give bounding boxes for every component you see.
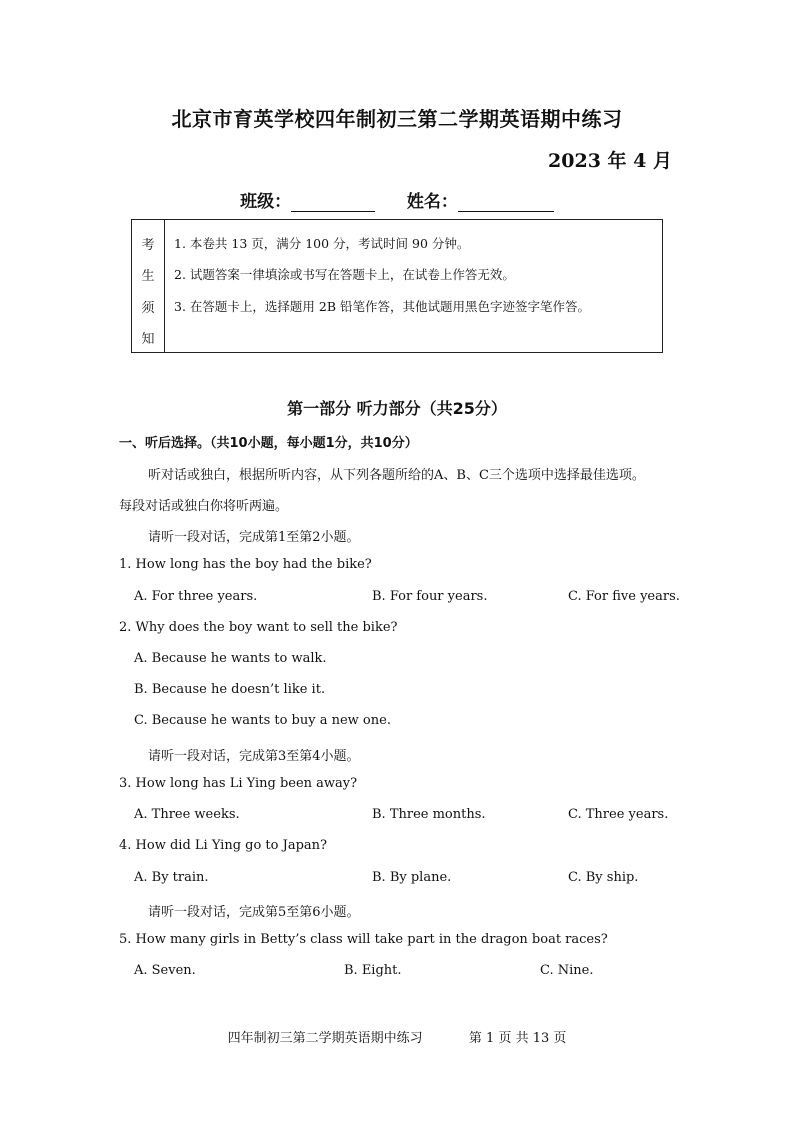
notice-side-label xyxy=(132,220,165,352)
instruction-text: 每段对话或独白你将听两遍。 xyxy=(119,499,289,514)
exam-date: 2023 年 4 月 xyxy=(548,150,672,172)
option-a: A. Because he wants to walk. xyxy=(134,651,327,666)
class-blank[interactable] xyxy=(291,191,375,212)
question-3: 3. How long has Li Ying been away? xyxy=(119,776,358,791)
notice-char: 考 xyxy=(141,238,155,253)
footer-exam-name: 四年制初三第二学期英语期中练习 xyxy=(227,1031,423,1046)
instruction-text: 听对话或独白，根据所听内容，从下列各题所给的A、B、C三个选项中选择最佳选项。 xyxy=(148,468,645,483)
notice-char: 生 xyxy=(141,269,155,284)
page-footer xyxy=(0,1027,794,1046)
section-subtitle: 一、听后选择。（共10小题，每小题1分，共10分） xyxy=(119,436,418,451)
option-b: B. Because he doesn’t like it. xyxy=(134,682,326,697)
option-c: C. By ship. xyxy=(568,870,639,885)
option-a: A. Seven. xyxy=(134,963,196,978)
question-2: 2. Why does the boy want to sell the bike? xyxy=(119,620,398,635)
class-label: 班级： xyxy=(240,192,292,212)
notice-char: 知 xyxy=(141,332,155,347)
option-b: B. By plane. xyxy=(372,870,452,885)
question-4: 4. How did Li Ying go to Japan? xyxy=(119,838,327,853)
student-info-row xyxy=(0,187,794,212)
dialog-instruction: 请听一段对话，完成第3至第4小题。 xyxy=(148,749,360,764)
exam-notice-box xyxy=(131,219,663,353)
option-a: A. Three weeks. xyxy=(134,807,240,822)
option-a: A. For three years. xyxy=(134,589,258,604)
notice-item: 2. 试题答案一律填涂或书写在答题卡上，在试卷上作答无效。 xyxy=(174,267,515,282)
section-title: 第一部分 听力部分（共25分） xyxy=(287,399,507,418)
notice-item: 1. 本卷共 13 页，满分 100 分，考试时间 90 分钟。 xyxy=(174,236,470,251)
option-c: C. For five years. xyxy=(568,589,680,604)
option-b: B. Eight. xyxy=(344,963,402,978)
option-c: C. Because he wants to buy a new one. xyxy=(134,713,391,728)
option-c: C. Nine. xyxy=(540,963,594,978)
question-1: 1. How long has the boy had the bike? xyxy=(119,557,372,572)
dialog-instruction: 请听一段对话，完成第5至第6小题。 xyxy=(148,905,360,920)
notice-item: 3. 在答题卡上，选择题用 2B 铅笔作答，其他试题用黑色字迹签字笔作答。 xyxy=(174,299,590,314)
option-b: B. Three months. xyxy=(372,807,486,822)
page-title: 北京市育英学校四年制初三第二学期英语期中练习 xyxy=(171,107,623,131)
option-a: A. By train. xyxy=(134,870,209,885)
question-5: 5. How many girls in Betty’s class will take part in the dragon boat races? xyxy=(119,932,608,947)
option-b: B. For four years. xyxy=(372,589,488,604)
footer-page-number: 第 1 页 共 13 页 xyxy=(468,1031,567,1046)
notice-char: 须 xyxy=(141,301,155,316)
dialog-instruction: 请听一段对话，完成第1至第2小题。 xyxy=(148,530,360,545)
name-blank[interactable] xyxy=(458,191,554,212)
option-c: C. Three years. xyxy=(568,807,669,822)
name-label: 姓名： xyxy=(406,192,458,212)
